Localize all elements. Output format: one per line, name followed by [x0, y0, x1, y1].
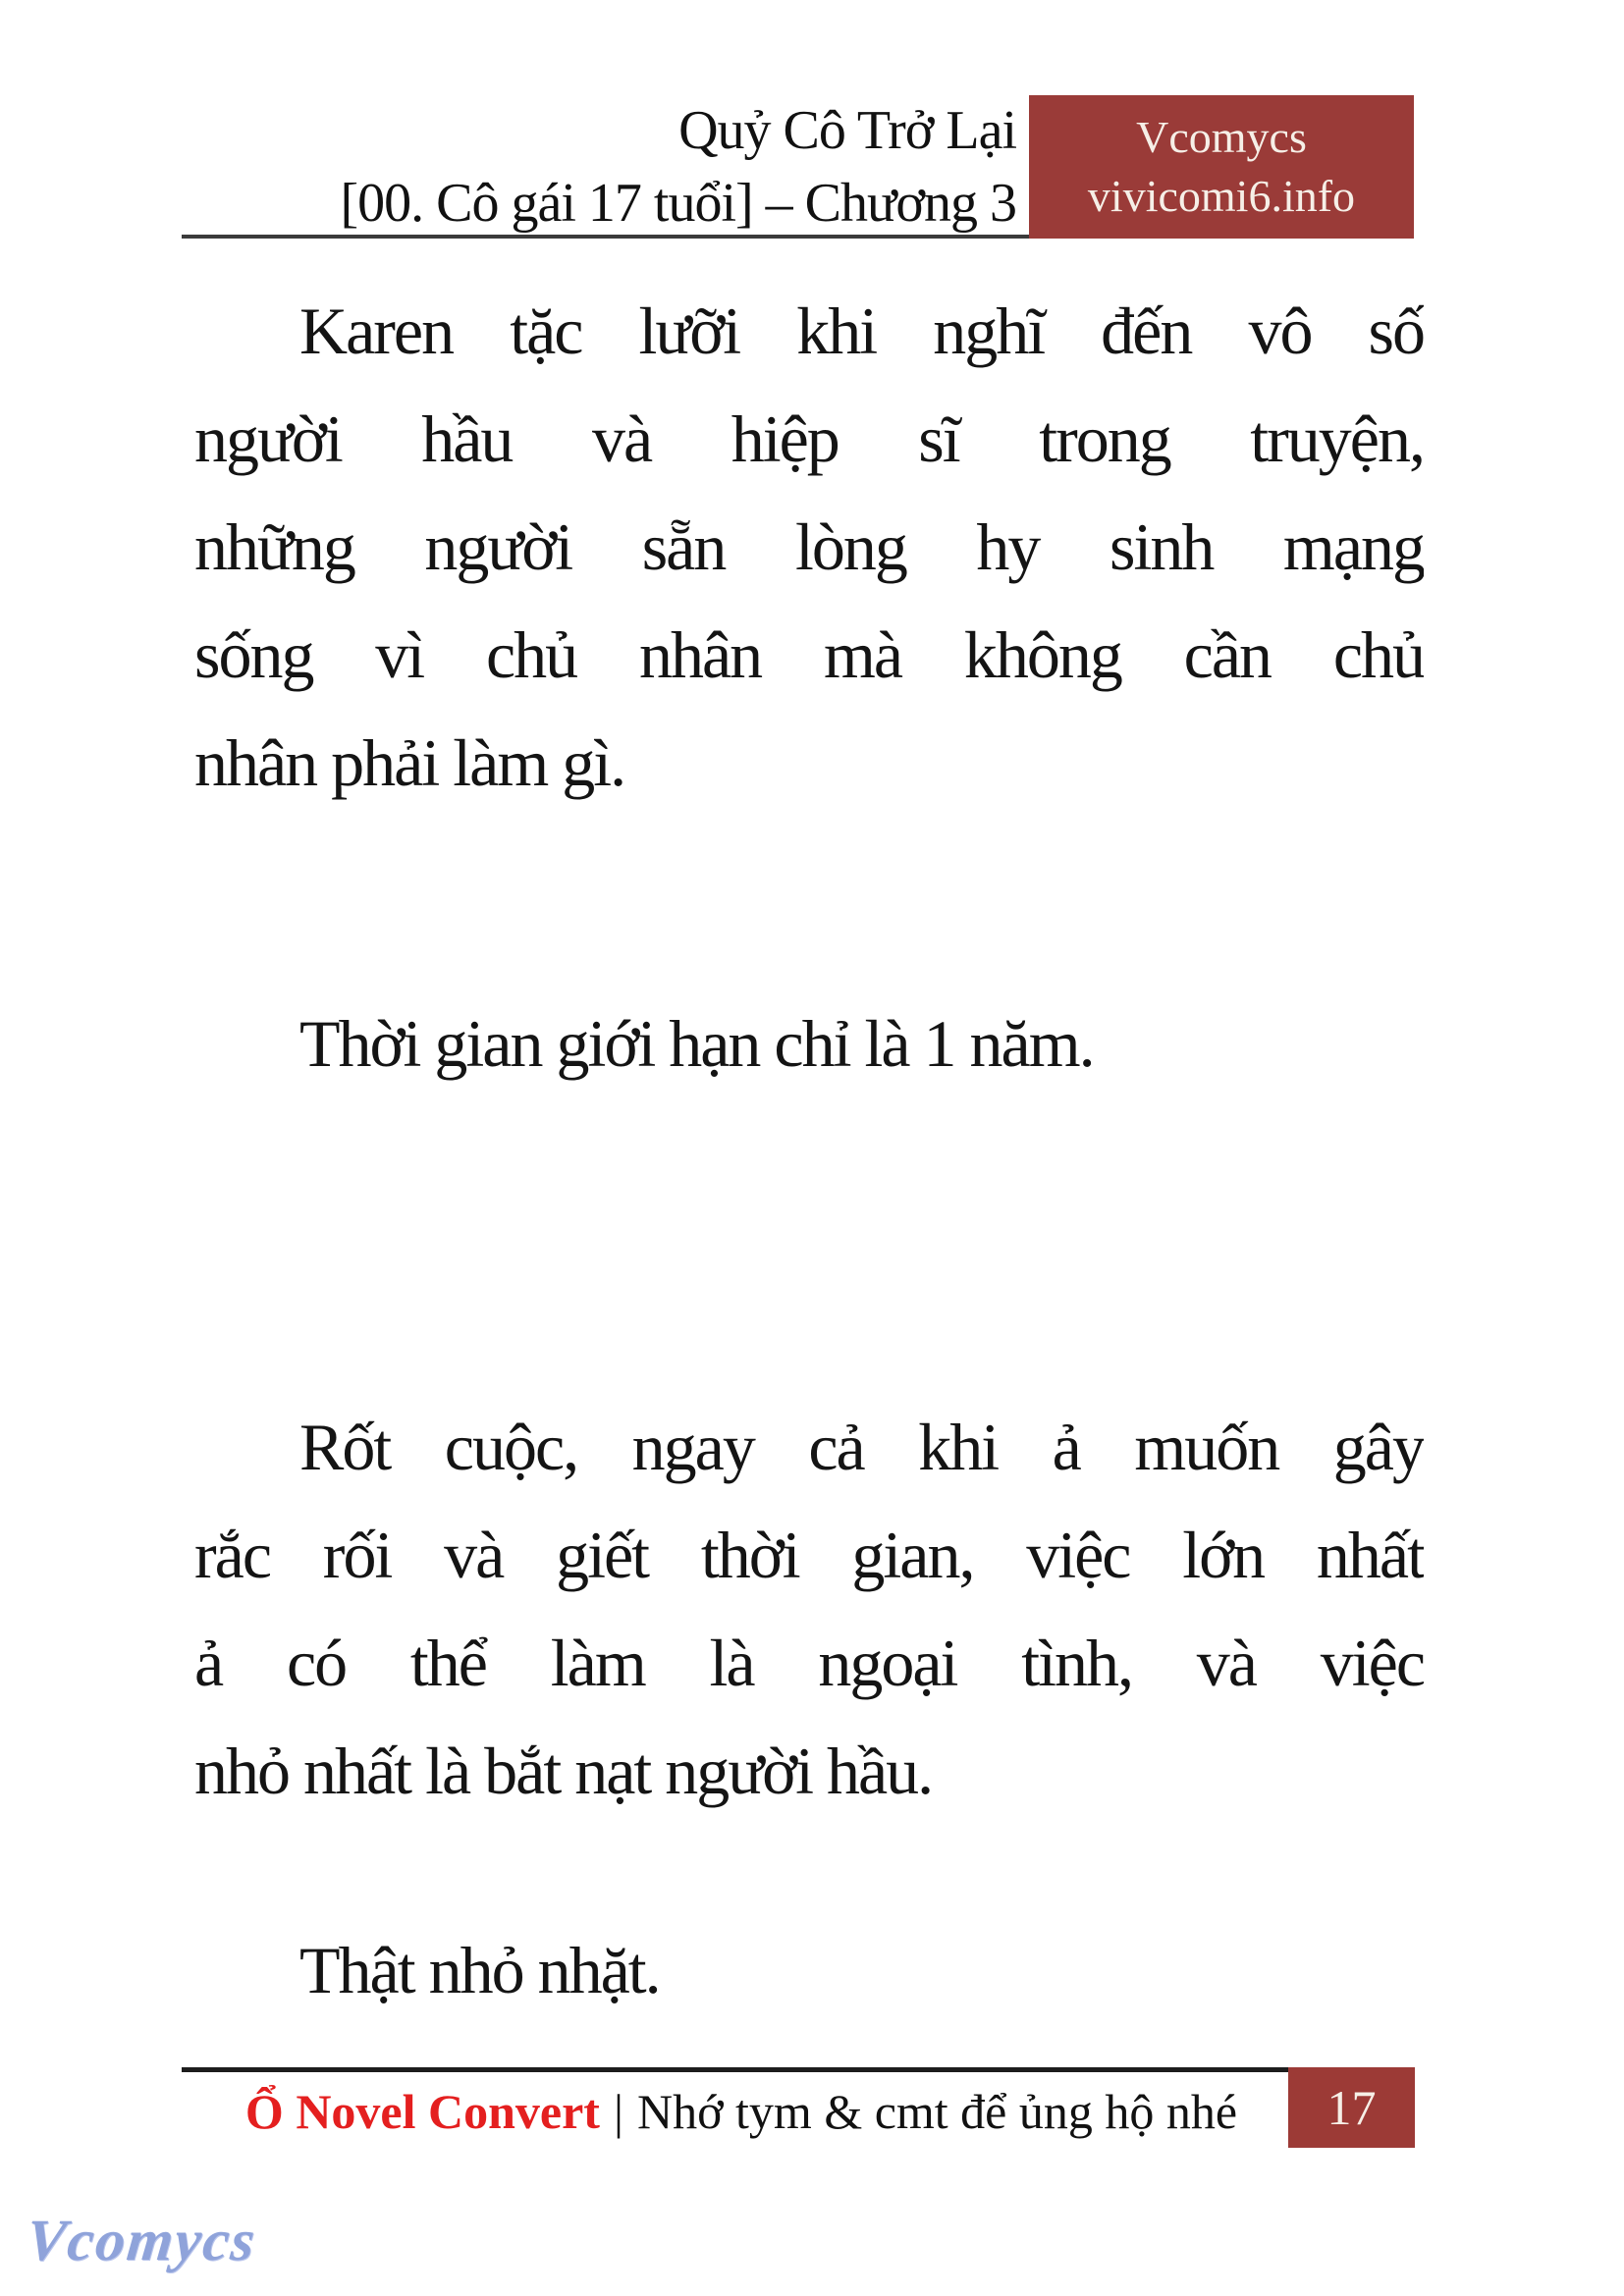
paragraph: [194, 1916, 1424, 2024]
paragraph: [194, 277, 1424, 817]
text-line: những người sẵn lòng hy sinh mạng: [194, 509, 1424, 584]
paragraph: [194, 1393, 1424, 1825]
text-line: Rốt cuộc, ngay cả khi ả muốn gây: [299, 1410, 1424, 1484]
text-line: sống vì chủ nhân mà không cần chủ: [194, 617, 1424, 692]
footer-credit-line: [194, 2072, 1288, 2151]
page-number: 17: [1326, 2080, 1377, 2135]
text-line: nhỏ nhất là bắt nạt người hầu.: [194, 1734, 933, 1808]
text-line: Thời gian giới hạn chỉ là 1 năm.: [299, 1006, 1094, 1081]
support-note: Nhớ tym & cmt để ủng hộ nhé: [636, 2084, 1238, 2139]
vcomycs-watermark-logo: Vcomycs: [23, 2208, 260, 2272]
text-line: Thật nhỏ nhặt.: [299, 1933, 660, 2007]
text-line: Karen tặc lưỡi khi nghĩ đến vô số: [299, 294, 1424, 368]
text-line: ả có thể làm là ngoại tình, và việc: [194, 1626, 1424, 1700]
chapter-title: Quỷ Cô Trở Lại: [678, 100, 1016, 161]
page-number-badge: [1288, 2067, 1415, 2148]
chapter-subtitle: [00. Cô gái 17 tuổi] – Chương 3: [340, 173, 1016, 234]
page-header: [128, 94, 1016, 240]
text-line: rắc rối và giết thời gian, việc lớn nhất: [194, 1518, 1424, 1592]
text-line: người hầu và hiệp sĩ trong truyện,: [194, 401, 1424, 476]
paragraph: [194, 989, 1424, 1097]
site-badge: [1029, 95, 1414, 239]
text-line: nhân phải làm gì.: [194, 725, 625, 800]
site-name: Vcomycs: [1136, 112, 1307, 162]
converter-credit: Ổ Novel Convert: [244, 2084, 600, 2139]
header-divider: [182, 235, 1029, 239]
footer-separator: |: [613, 2084, 623, 2139]
site-url: vivicomi6.info: [1087, 171, 1356, 221]
